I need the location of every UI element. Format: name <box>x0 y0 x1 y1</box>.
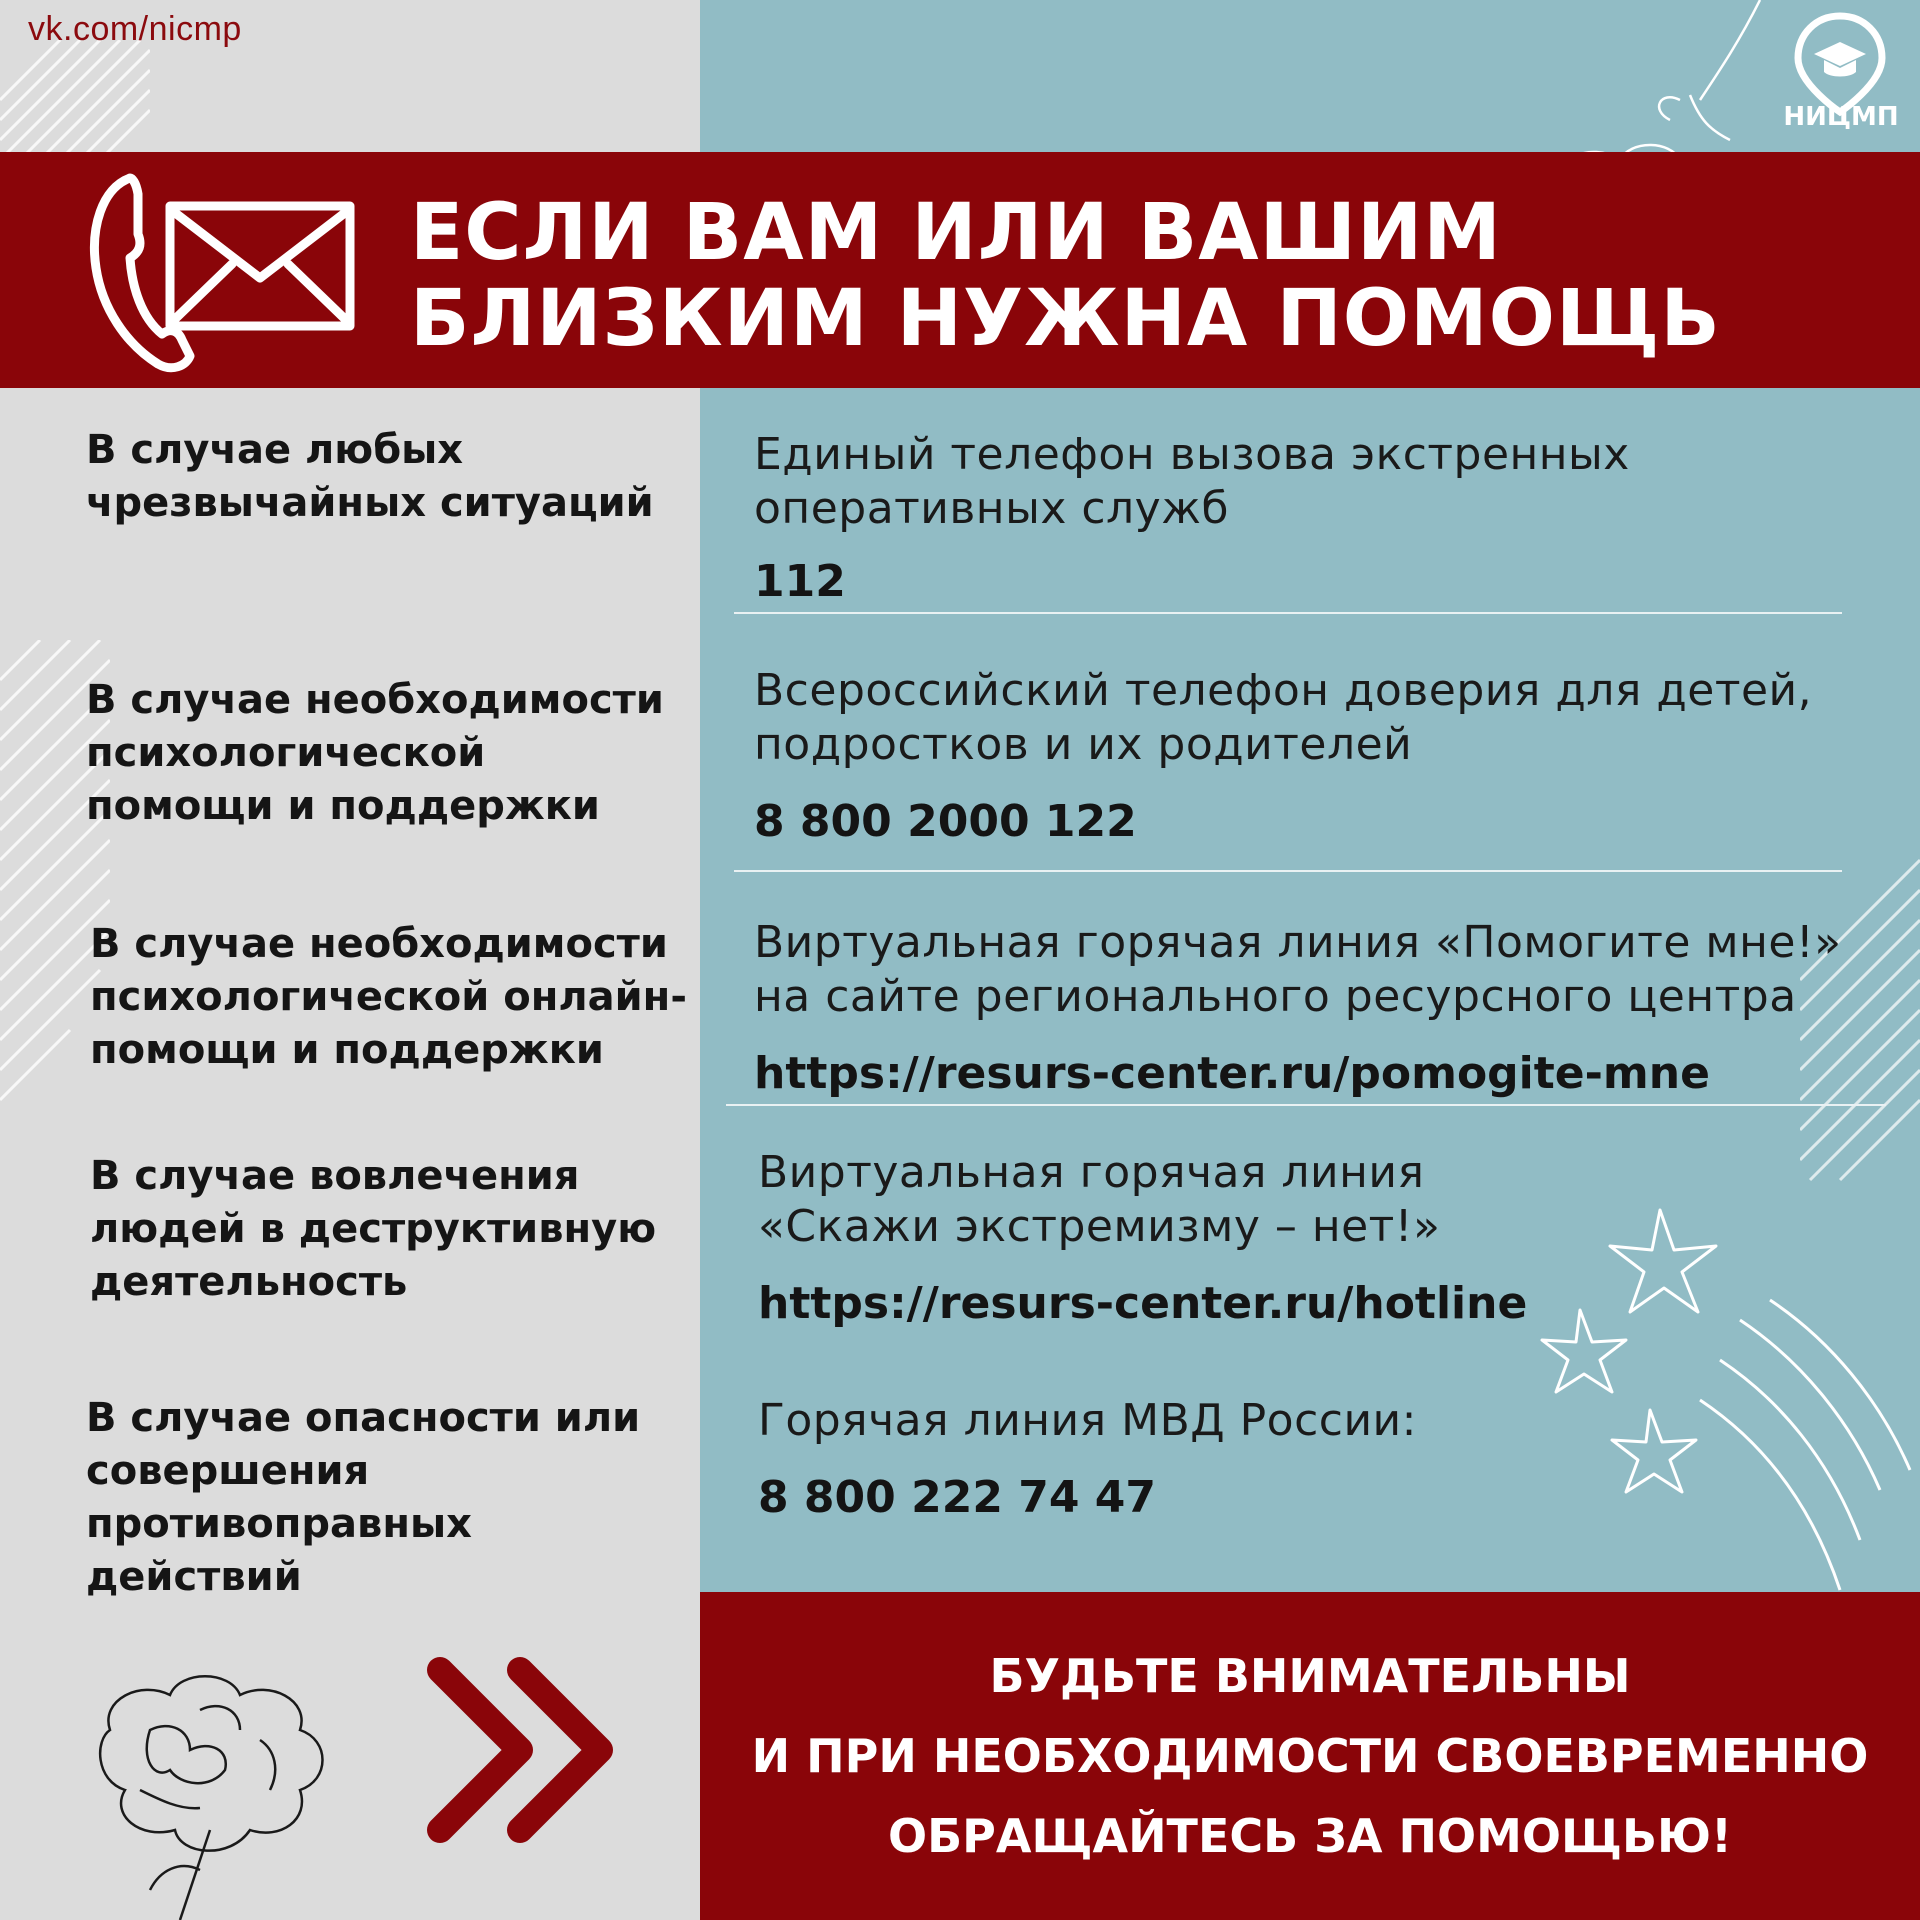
service-line: Виртуальная горячая линия «Помогите мне!» <box>754 917 1842 968</box>
title-line: ЕСЛИ ВАМ ИЛИ ВАШИМ <box>410 188 1502 278</box>
contact-emergency-number[interactable]: 112 <box>754 556 846 607</box>
logo-text: НИЦМП <box>1783 102 1899 132</box>
footer-message <box>700 1636 1920 1876</box>
case-emergency <box>86 424 686 530</box>
service-trust-line <box>754 664 1854 772</box>
carnation-flower-icon <box>80 1640 360 1920</box>
title-line: БЛИЗКИМ НУЖНА ПОМОЩЬ <box>410 274 1721 364</box>
footer-line: И ПРИ НЕОБХОДИМОСТИ СВОЕВРЕМЕННО <box>751 1729 1869 1783</box>
case-line: людей в деструктивную <box>90 1206 657 1252</box>
divider <box>726 1104 1886 1106</box>
service-line: подростков и их родителей <box>754 719 1413 770</box>
footer-line: ОБРАЩАЙТЕСЬ ЗА ПОМОЩЬЮ! <box>888 1809 1732 1863</box>
divider <box>734 870 1842 872</box>
service-line: Горячая линия МВД России: <box>758 1395 1417 1446</box>
link-pomogite-mne[interactable]: https://resurs-center.ru/pomogite-mne <box>754 1048 1710 1099</box>
service-line: «Скажи экстремизму – нет!» <box>758 1201 1441 1252</box>
case-destructive-activity <box>90 1150 690 1309</box>
vk-link[interactable]: vk.com/nicmp <box>28 10 242 48</box>
contact-trust-line-number[interactable]: 8 800 2000 122 <box>754 796 1137 847</box>
case-line: чрезвычайных ситуаций <box>86 480 654 526</box>
service-emergency <box>754 428 1854 536</box>
contact-mvd-number[interactable]: 8 800 222 74 47 <box>758 1472 1157 1523</box>
service-line: оперативных служб <box>754 483 1229 534</box>
service-line: Единый телефон вызова экстренных <box>754 429 1630 480</box>
case-line: В случае необходимости <box>86 677 664 723</box>
double-chevron-right-icon <box>420 1650 630 1850</box>
page-title <box>410 190 1721 362</box>
case-line: В случае любых <box>86 427 464 473</box>
case-line: совершения <box>86 1448 370 1494</box>
case-line: психологической онлайн- <box>90 974 687 1020</box>
service-line: на сайте регионального ресурсного центра <box>754 971 1797 1022</box>
phone-envelope-icon <box>82 168 362 374</box>
case-line: деятельность <box>90 1259 408 1305</box>
stars-decoration-icon <box>1540 1190 1920 1610</box>
case-psych-help <box>86 674 686 833</box>
case-line: В случае вовлечения <box>90 1153 580 1199</box>
service-line: Виртуальная горячая линия <box>758 1147 1425 1198</box>
service-line: Всероссийский телефон доверия для детей, <box>754 665 1813 716</box>
footer-line: БУДЬТЕ ВНИМАТЕЛЬНЫ <box>989 1649 1631 1703</box>
case-line: В случае необходимости <box>90 921 668 967</box>
case-line: противоправных <box>86 1501 472 1547</box>
case-line: действий <box>86 1554 302 1600</box>
case-line: психологической <box>86 730 486 776</box>
case-line: помощи и поддержки <box>86 783 600 829</box>
case-line: помощи и поддержки <box>90 1027 604 1073</box>
link-hotline[interactable]: https://resurs-center.ru/hotline <box>758 1278 1528 1329</box>
divider <box>734 612 1842 614</box>
service-help-me-hotline <box>754 916 1854 1024</box>
case-danger-unlawful <box>86 1392 686 1604</box>
case-online-psych-help <box>90 918 690 1077</box>
case-line: В случае опасности или <box>86 1395 641 1441</box>
